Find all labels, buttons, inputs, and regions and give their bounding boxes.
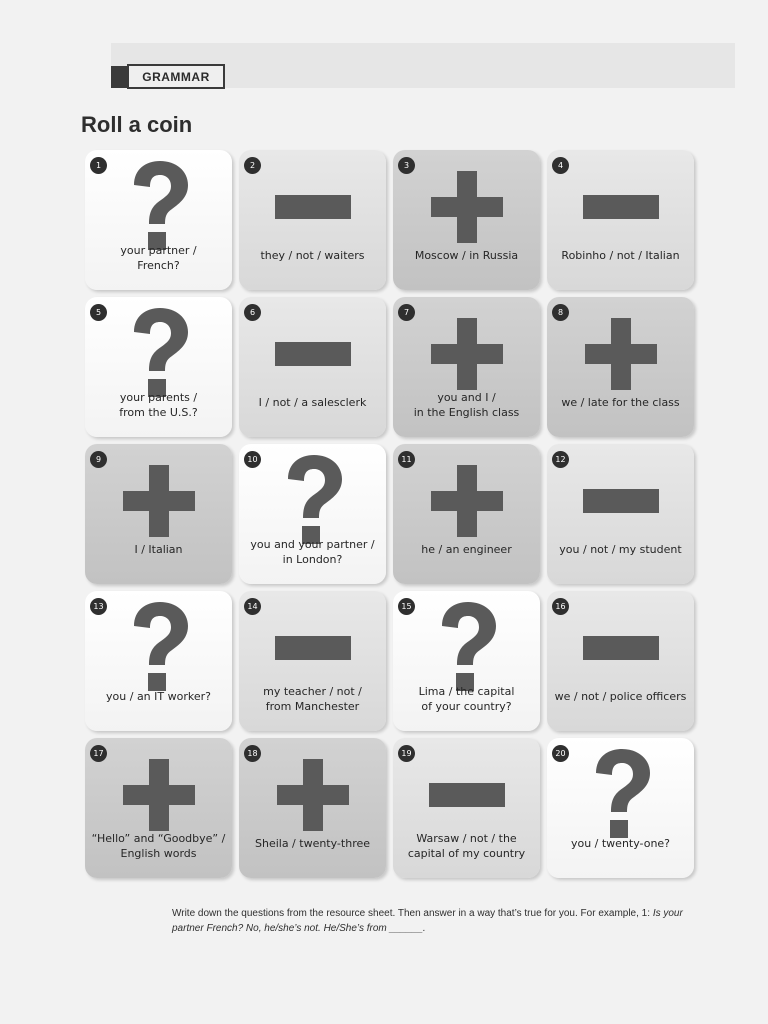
minus-icon xyxy=(275,195,351,219)
card-caption: you and I / in the English class xyxy=(413,391,520,419)
plus-icon xyxy=(431,171,503,243)
card-caption: you / twenty-one? xyxy=(570,837,671,850)
minus-icon xyxy=(583,195,659,219)
minus-icon xyxy=(583,489,659,513)
card-20 xyxy=(547,738,694,878)
card-number-badge: 15 xyxy=(398,598,415,615)
question-mark-icon xyxy=(126,602,192,694)
minus-icon xyxy=(275,636,351,660)
example-answer: Is your partner French? No, he/she’s not. He/She’s from ______. xyxy=(172,908,683,934)
card-19 xyxy=(393,738,540,878)
card-10 xyxy=(239,444,386,584)
card-caption: Robinho / not / Italian xyxy=(561,249,680,262)
section-tag: GRAMMAR xyxy=(127,64,225,89)
card-number-badge: 16 xyxy=(552,598,569,615)
card-caption: I / Italian xyxy=(134,543,183,556)
minus-icon xyxy=(275,342,351,366)
card-12 xyxy=(547,444,694,584)
card-number-badge: 2 xyxy=(244,157,261,174)
card-number-badge: 17 xyxy=(90,745,107,762)
card-symbol xyxy=(547,603,694,693)
card-number-badge: 20 xyxy=(552,745,569,762)
card-symbol xyxy=(547,162,694,252)
card-caption: Lima / the capital of your country? xyxy=(418,685,515,713)
card-symbol xyxy=(85,750,232,840)
plus-icon xyxy=(123,465,195,537)
card-number-badge: 14 xyxy=(244,598,261,615)
card-symbol xyxy=(393,750,540,840)
card-symbol xyxy=(85,162,232,252)
card-1 xyxy=(85,150,232,290)
question-mark-icon xyxy=(588,749,654,841)
card-caption: “Hello” and “Goodbye” / English words xyxy=(91,832,226,860)
card-15 xyxy=(393,591,540,731)
card-caption: my teacher / not / from Manchester xyxy=(263,685,362,713)
card-symbol xyxy=(239,750,386,840)
plus-icon xyxy=(585,318,657,390)
card-symbol xyxy=(393,603,540,693)
card-8 xyxy=(547,297,694,437)
card-7 xyxy=(393,297,540,437)
card-symbol xyxy=(239,456,386,546)
card-symbol xyxy=(239,162,386,252)
card-symbol xyxy=(393,456,540,546)
card-6 xyxy=(239,297,386,437)
card-number-badge: 19 xyxy=(398,745,415,762)
plus-icon xyxy=(431,318,503,390)
card-symbol xyxy=(393,309,540,399)
card-number-badge: 10 xyxy=(244,451,261,468)
card-4 xyxy=(547,150,694,290)
card-14 xyxy=(239,591,386,731)
minus-icon xyxy=(583,636,659,660)
minus-icon xyxy=(429,783,505,807)
card-caption: they / not / waiters xyxy=(260,249,365,262)
card-symbol xyxy=(547,456,694,546)
card-caption: you / an IT worker? xyxy=(106,690,211,703)
instruction-text: Write down the questions from the resource sheet. Then answer in a way that’s true for you. For example, 1: xyxy=(172,908,651,919)
card-symbol xyxy=(239,309,386,399)
card-caption: your parents / from the U.S.? xyxy=(119,391,198,419)
card-caption: we / late for the class xyxy=(561,396,680,409)
plus-icon xyxy=(123,759,195,831)
card-symbol xyxy=(239,603,386,693)
card-symbol xyxy=(547,309,694,399)
card-number-badge: 3 xyxy=(398,157,415,174)
card-caption: you / not / my student xyxy=(559,543,682,556)
card-11 xyxy=(393,444,540,584)
card-caption: Warsaw / not / the capital of my country xyxy=(407,832,526,860)
card-number-badge: 8 xyxy=(552,304,569,321)
card-symbol xyxy=(547,750,694,840)
card-symbol xyxy=(85,309,232,399)
card-9 xyxy=(85,444,232,584)
card-number-badge: 12 xyxy=(552,451,569,468)
card-2 xyxy=(239,150,386,290)
card-number-badge: 1 xyxy=(90,157,107,174)
question-mark-icon xyxy=(280,455,346,547)
plus-icon xyxy=(431,465,503,537)
plus-icon xyxy=(277,759,349,831)
question-mark-icon xyxy=(434,602,500,694)
card-number-badge: 5 xyxy=(90,304,107,321)
card-grid xyxy=(85,150,697,882)
card-symbol xyxy=(85,456,232,546)
page-title: Roll a coin xyxy=(81,112,193,137)
card-17 xyxy=(85,738,232,878)
card-caption: you and your partner / in London? xyxy=(250,538,375,566)
card-number-badge: 11 xyxy=(398,451,415,468)
card-symbol xyxy=(393,162,540,252)
card-caption: I / not / a salesclerk xyxy=(258,396,367,409)
card-18 xyxy=(239,738,386,878)
question-mark-icon xyxy=(126,308,192,400)
card-caption: Moscow / in Russia xyxy=(414,249,519,262)
card-caption: your partner / French? xyxy=(120,244,197,272)
card-number-badge: 18 xyxy=(244,745,261,762)
card-caption: we / not / police officers xyxy=(554,690,687,703)
card-5 xyxy=(85,297,232,437)
card-number-badge: 6 xyxy=(244,304,261,321)
card-symbol xyxy=(85,603,232,693)
footer-instruction xyxy=(172,906,702,936)
question-mark-icon xyxy=(126,161,192,253)
card-number-badge: 13 xyxy=(90,598,107,615)
card-number-badge: 4 xyxy=(552,157,569,174)
card-number-badge: 9 xyxy=(90,451,107,468)
card-caption: Sheila / twenty-three xyxy=(254,837,371,850)
card-caption: he / an engineer xyxy=(421,543,512,556)
card-16 xyxy=(547,591,694,731)
card-13 xyxy=(85,591,232,731)
card-3 xyxy=(393,150,540,290)
card-number-badge: 7 xyxy=(398,304,415,321)
